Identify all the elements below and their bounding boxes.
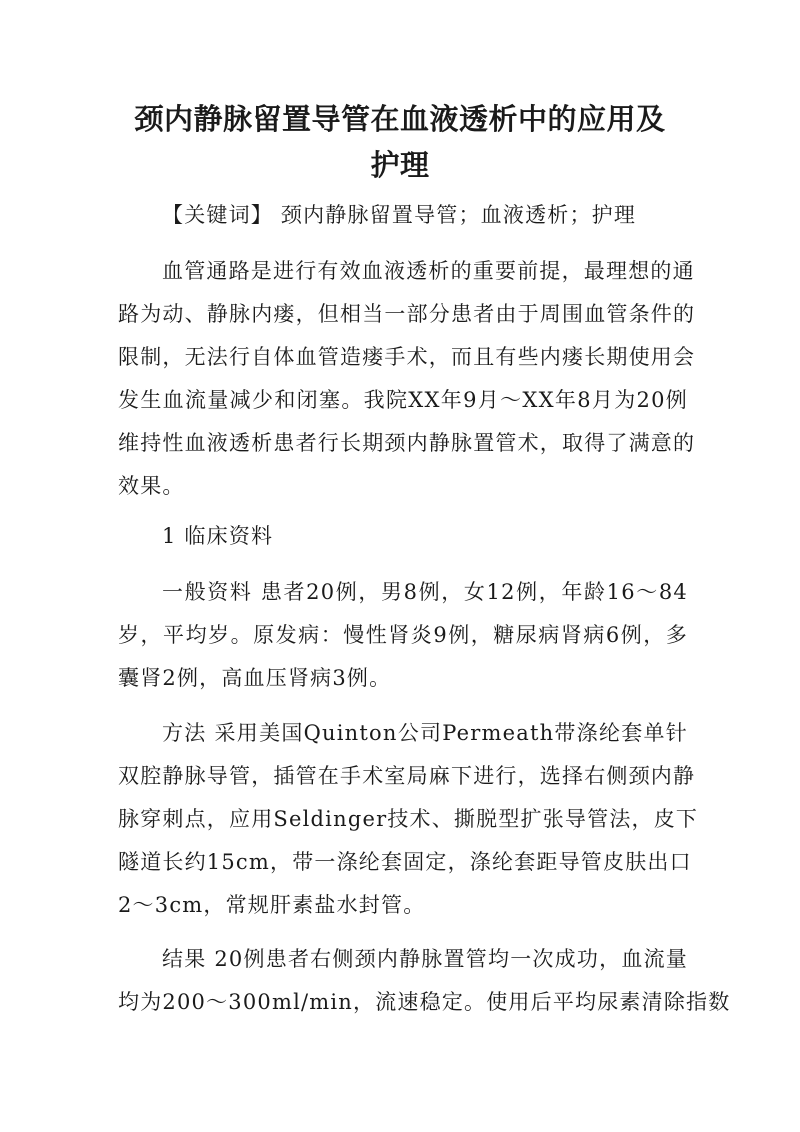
keywords-line: 【关键词】 颈内静脉留置导管；血液透析；护理 xyxy=(162,203,637,227)
paragraph-line: 路为动、静脉内瘘，但相当一部分患者由于周围血管条件的 xyxy=(118,302,696,326)
paragraph-line: 方法 采用美国Quinton公司Permeath带涤纶套单针 xyxy=(162,721,688,745)
paragraph-line: 脉穿刺点，应用Seldinger技术、撕脱型扩张导管法，皮下 xyxy=(118,807,699,831)
paragraph-line: 维持性血液透析患者行长期颈内静脉置管术，取得了满意的 xyxy=(118,431,696,455)
paragraph-line: 隧道长约15cm，带一涤纶套固定，涤纶套距导管皮肤出口 xyxy=(118,850,692,874)
paragraph-line: 岁，平均岁。原发病：慢性肾炎9例，糖尿病肾病6例，多 xyxy=(118,623,688,647)
paragraph-line: 双腔静脉导管，插管在手术室局麻下进行，选择右侧颈内静 xyxy=(118,764,696,788)
paragraph-line: 效果。 xyxy=(118,474,185,498)
paragraph-line: 结果 20例患者右侧颈内静脉置管均一次成功，血流量 xyxy=(162,947,688,971)
paragraph-line: 发生血流量减少和闭塞。我院XX年9月～XX年8月为20例 xyxy=(118,388,688,412)
paragraph-line: 血管通路是进行有效血液透析的重要前提，最理想的通 xyxy=(162,259,695,283)
section-heading: 1 临床资料 xyxy=(162,524,274,548)
paragraph-line: 2～3cm，常规肝素盐水封管。 xyxy=(118,893,426,917)
paragraph-line: 一般资料 患者20例，男8例，女12例，年龄16～84 xyxy=(162,580,688,604)
paragraph-line: 均为200～300ml/min，流速稳定。使用后平均尿素清除指数 xyxy=(118,990,731,1014)
paragraph-line: 囊肾2例，高血压肾病3例。 xyxy=(118,666,392,690)
document-title-line-1: 颈内静脉留置导管在血液透析中的应用及 xyxy=(134,102,666,136)
paragraph-line: 限制，无法行自体血管造瘘手术，而且有些内瘘长期使用会 xyxy=(118,345,696,369)
document-title-line-2: 护理 xyxy=(370,148,430,182)
